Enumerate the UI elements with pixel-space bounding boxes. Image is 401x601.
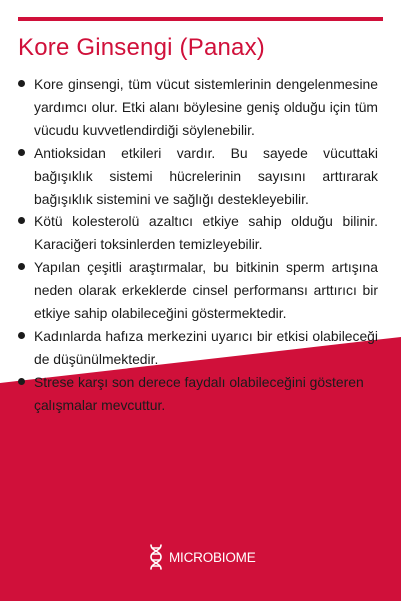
bullet-dot-icon	[18, 332, 25, 339]
dna-helix-icon	[146, 544, 166, 570]
brand-name: MICROBIOME	[169, 549, 256, 565]
list-item	[34, 371, 378, 417]
bullet-dot-icon	[18, 149, 25, 156]
list-item	[34, 73, 378, 142]
list-item	[34, 325, 378, 371]
list-item-text: Yapılan çeşitli araştırmalar, bu bitkinin sperm artışına neden olarak erkeklerde cinsel performansı arttırıcı bir etkiye sahip olabileceğini göstermektedir.	[34, 259, 378, 322]
list-item	[34, 210, 378, 256]
list-item-text: Antioksidan etkileri vardır. Bu sayede vücuttaki bağışıklık sistemi hücrelerinin sayısını arttırarak bağışıklık sistemini ve sağlığı destekleyebilir.	[34, 144, 378, 207]
list-item	[34, 256, 378, 325]
list-item-text: Kötü kolesterolü azaltıcı etkiye sahip olduğu bilinir. Karaciğeri toksinlerden temizleyebilir.	[34, 213, 378, 253]
list-item-text: Kore ginsengi, tüm vücut sistemlerinin dengelenmesine yardımcı olur. Etki alanı böylesine geniş olduğu için tüm vücudu kuvvetlendirdiği söylenebilir.	[34, 76, 378, 138]
benefit-list	[34, 73, 378, 417]
bullet-dot-icon	[18, 378, 25, 385]
page-title: Kore Ginsengi (Panax)	[18, 34, 265, 61]
list-item-text: Strese karşı son derece faydalı olabileceğini gösteren çalışmalar mevcuttur.	[34, 373, 364, 413]
bullet-dot-icon	[18, 80, 25, 87]
brand-logo	[146, 544, 256, 570]
top-accent-rule	[18, 17, 383, 21]
list-item-text: Kadınlarda hafıza merkezini uyarıcı bir etkisi olabileceği de düşünülmektedir.	[34, 327, 378, 367]
list-item	[34, 142, 378, 211]
